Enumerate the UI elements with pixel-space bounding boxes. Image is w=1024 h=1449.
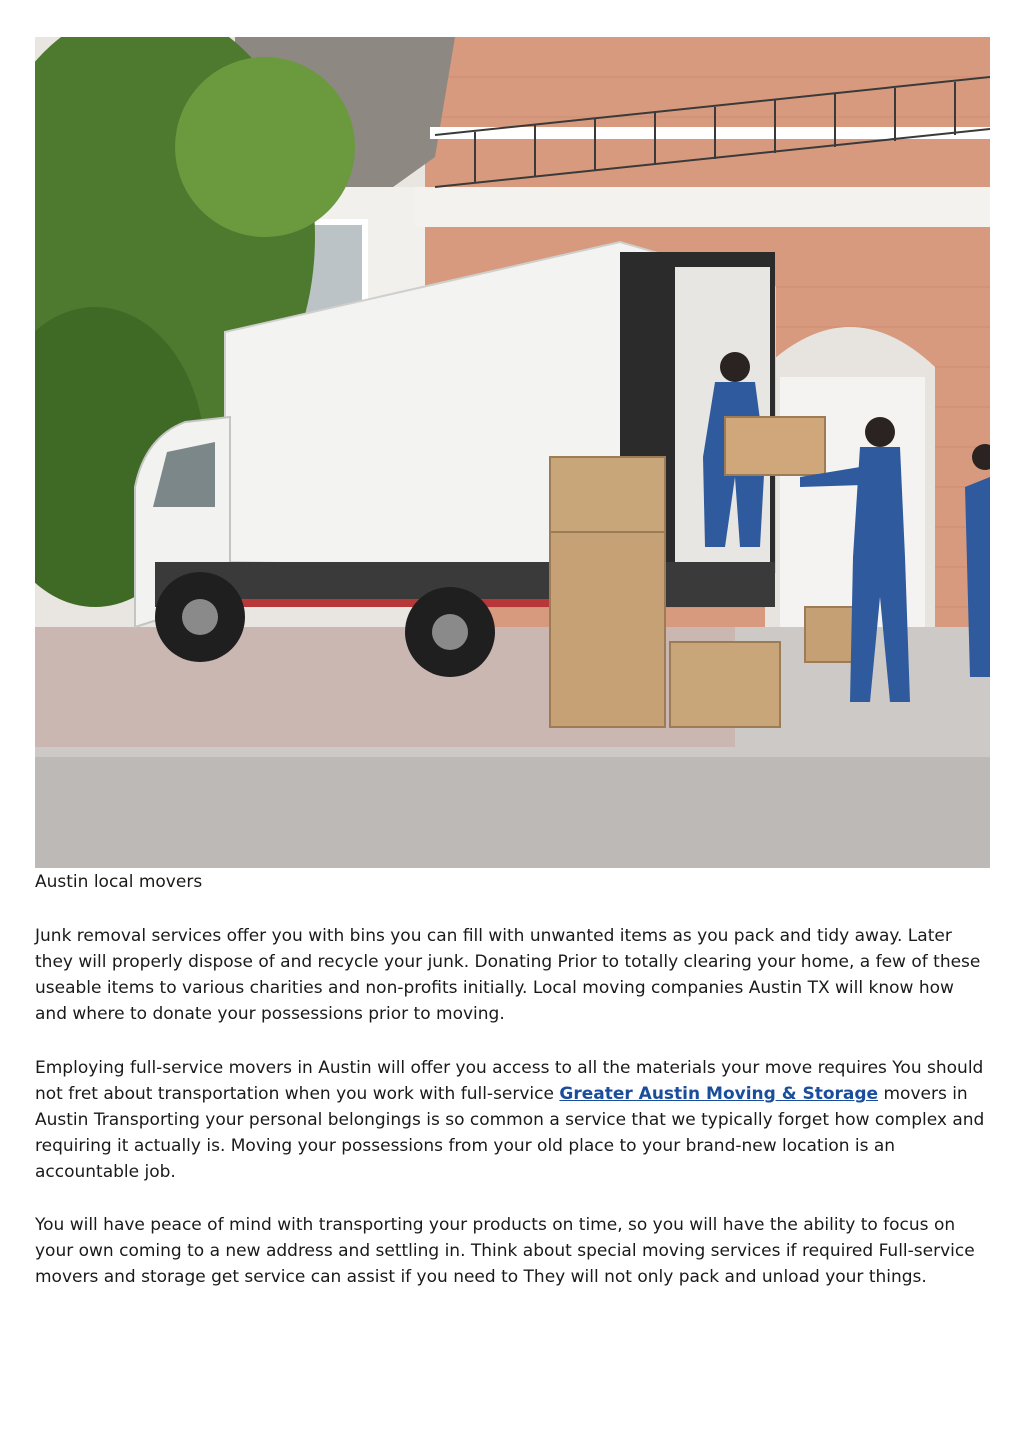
reflector-strip (235, 599, 555, 607)
paragraph-full-service (35, 1055, 990, 1185)
front-hub (182, 599, 218, 635)
cornice (415, 187, 990, 227)
paragraph-peace-of-mind: You will have peace of mind with transporting your products on time, so you will have the ability to focus on your own coming to a new address and settling in. Think about special moving services if required Full-service movers and storage get service can assist if you need to They will not only pack and unload your things. (35, 1215, 975, 1287)
greater-austin-moving-link[interactable]: Greater Austin Moving & Storage (559, 1084, 879, 1104)
mover-head (720, 352, 750, 382)
paragraph-text: movers in Austin Transporting your personal belongings is so common a service that we typically forget how complex and requiring it actually is. Moving your possessions from your old place to your brand-new location is an accountable job. (35, 1084, 985, 1182)
carried-box (725, 417, 825, 475)
paragraph-junk-removal: Junk removal services offer you with bins you can fill with unwanted items as you pack and tidy away. Later they will properly dispose of and recycle your junk. Donating Prior to totally clearing your home, a few of these useable items to various charities and non-profits initially. Local moving companies Austin TX will know how and where to donate your possessions prior to moving. (35, 926, 981, 1024)
cardboard-box (550, 532, 665, 727)
movers-truck-illustration (35, 37, 990, 868)
hero-photo (35, 37, 990, 868)
rear-hub (432, 614, 468, 650)
photo-caption: Austin local movers (35, 872, 203, 892)
paragraph-text: Employing full-service movers in Austin will offer you access to all the materials your move requires You should not fret about transportation when you work with full-service (35, 1058, 984, 1104)
tree (175, 57, 355, 237)
mover-head (865, 417, 895, 447)
cardboard-box (670, 642, 780, 727)
cardboard-box (550, 457, 665, 532)
shadow-paving (35, 757, 990, 868)
